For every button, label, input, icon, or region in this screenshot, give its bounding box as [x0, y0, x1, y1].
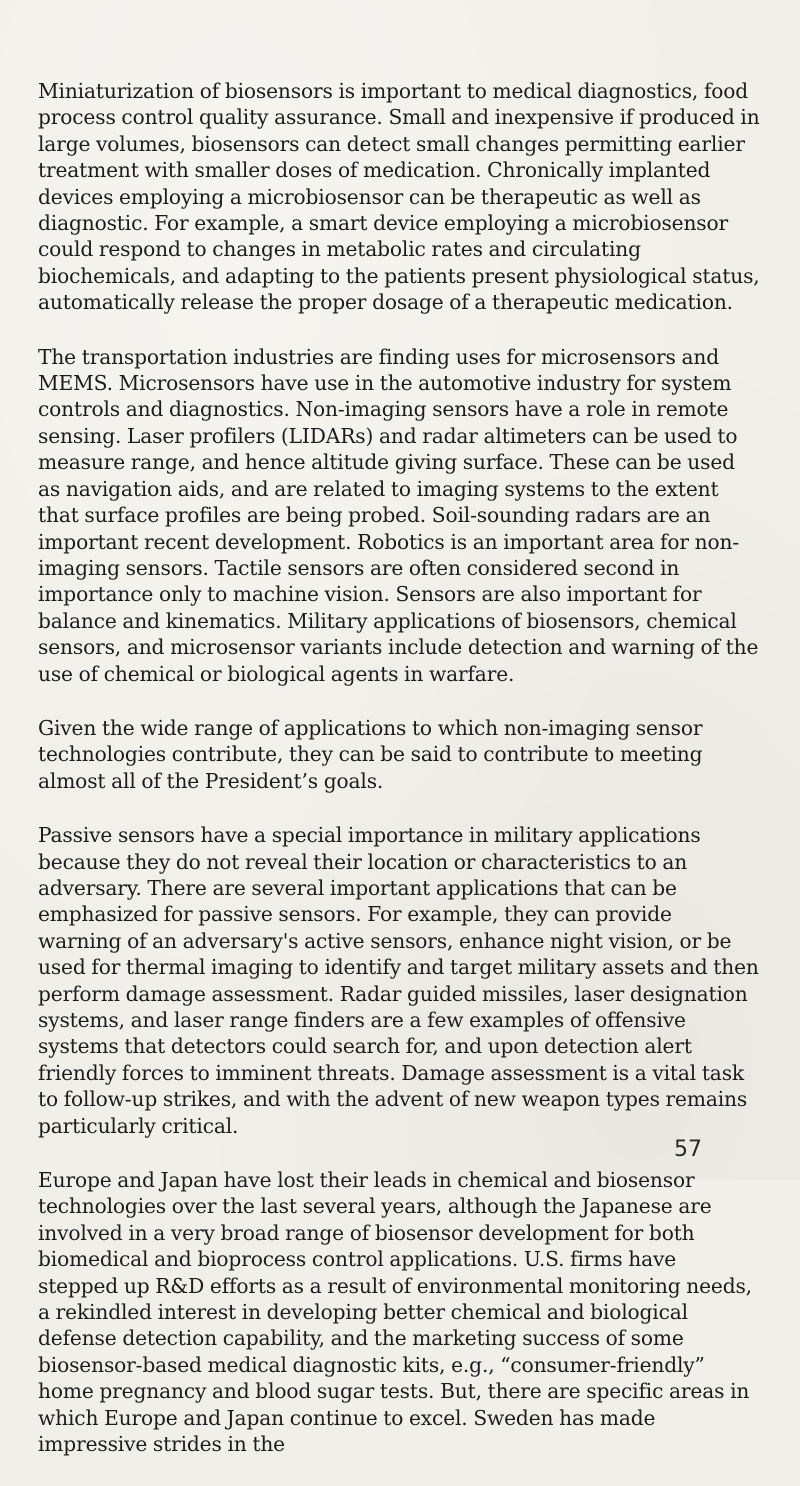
paragraph-presidents-goals: Given the wide range of applications to which non-imaging sensor technologies contribute, they can be said to contribute to meeting almost all of the President’s goals.: [38, 715, 703, 793]
paragraph-biosensor-miniaturization: Miniaturization of biosensors is important to medical diagnostics, food process control quality assurance. Small and inexpensive if produced in large volumes, biosensors can detect small changes permitting earlier treatment with smaller doses of medication. Chronically implanted devices employing a microbiosensor can be therapeutic as well as diagnostic. For example, a smart device employing a microbiosensor could respond to changes in metabolic rates and circulating biochemicals, and adapting to the patients present physiological status, automatically release the proper dosage of a therapeutic medication.: [38, 79, 760, 315]
paragraph-transportation-industries: The transportation industries are finding uses for microsensors and MEMS. Microsensors have use in the automotive industry for system controls and diagnostics. Non-imaging sensors have a role in remote sensing. Laser profilers (LIDARs) and radar altimeters can be used to measure range, and hence altitude giving surface. These can be used as navigation aids, and are related to imaging systems to the extent that surface profiles are being probed. Soil-sounding radars are an important recent development. Robotics is an important area for non-imaging sensors. Tactile sensors are often considered second in importance only to machine vision. Sensors are also important for balance and kinematics. Military applications of biosensors, chemical sensors, and microsensor variants include detection and warning of the use of chemical or biological agents in warfare.: [38, 344, 759, 686]
page-number: 57: [674, 1137, 702, 1162]
paragraph-europe-japan: Europe and Japan have lost their leads in chemical and biosensor technologies over the last several years, although the Japanese are involved in a very broad range of biosensor development for both biomedical and bioprocess control applications. U.S. firms have stepped up R&D efforts as a result of environmental monitoring needs, a rekindled interest in developing better chemical and biological defense detection capability, and the marketing success of some biosensor-based medical diagnostic kits, e.g., “consumer-friendly” home pregnancy and blood sugar tests. But, there are specific areas in which Europe and Japan continue to excel. Sweden has made impressive strides in the: [38, 1168, 752, 1457]
paragraph-passive-sensors: Passive sensors have a special importance in military applications because they do not reveal their location or characteristics to an adversary. There are several important applications that can be emphasized for passive sensors. For example, they can provide warning of an adversary's active sensors, enhance night vision, or be used for thermal imaging to identify and target military assets and then perform damage assessment. Radar guided missiles, laser designation systems, and laser range finders are a few examples of offensive systems that detectors could search for, and upon detection alert friendly forces to imminent threats. Damage assessment is a vital task to follow-up strikes, and with the advent of new weapon types remains particularly critical.: [38, 823, 759, 1138]
body-text: [38, 78, 760, 1486]
